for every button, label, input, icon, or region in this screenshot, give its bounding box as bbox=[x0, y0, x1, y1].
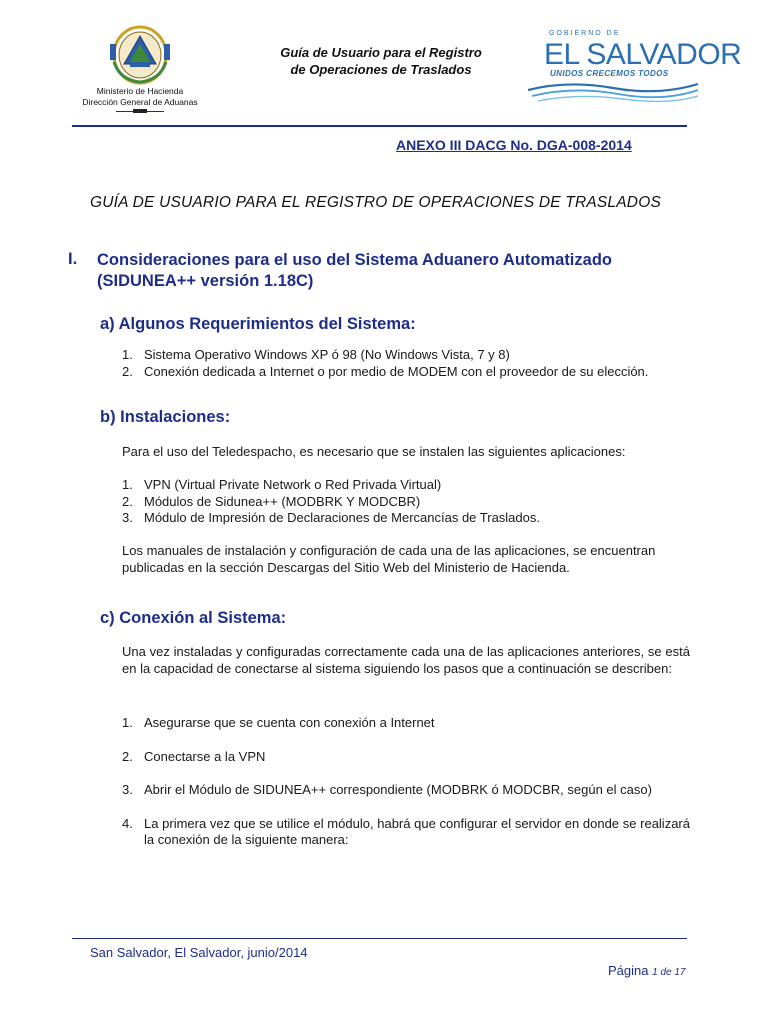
page-title: GUÍA DE USUARIO PARA EL REGISTRO DE OPERACIONES DE TRASLADOS bbox=[90, 194, 661, 211]
list-item-text: Conexión dedicada a Internet o por medio de MODEM con el proveedor de su elección. bbox=[144, 363, 649, 379]
list-item-number: 1. bbox=[122, 477, 133, 492]
list-item bbox=[122, 347, 702, 364]
list-item bbox=[122, 715, 690, 732]
list-item-number: 3. bbox=[122, 782, 133, 797]
subsection-title-connection: c) Conexión al Sistema: bbox=[100, 609, 287, 627]
installations-closing: Los manuales de instalación y configuración de cada una de las aplicaciones, se encuentran publicadas en la sección Descargas del Sitio Web del Ministerio de Hacienda. bbox=[122, 543, 656, 575]
list-item-number: 3. bbox=[122, 510, 133, 525]
coat-of-arms-seal-icon bbox=[100, 22, 180, 88]
ministry-name bbox=[60, 86, 220, 108]
list-item bbox=[122, 364, 702, 381]
list-item-number: 2. bbox=[122, 748, 133, 764]
requirements-list bbox=[122, 347, 702, 380]
list-item-text: Sistema Operativo Windows XP ó 98 (No Windows Vista, 7 y 8) bbox=[144, 347, 510, 362]
government-logo-slogan: UNIDOS CRECEMOS TODOS bbox=[550, 69, 669, 78]
list-item-number: 2. bbox=[122, 363, 133, 379]
government-logo-small-text: GOBIERNO DE bbox=[549, 30, 621, 37]
ministry-line-2: Dirección General de Aduanas bbox=[82, 97, 198, 107]
list-item-number: 4. bbox=[122, 815, 133, 831]
subsection-title-requirements: a) Algunos Requerimientos del Sistema: bbox=[100, 315, 416, 333]
connection-intro: Una vez instaladas y configuradas correctamente cada una de las aplicaciones anteriores, se está en la capacidad de conectarse al sistema siguiendo los pasos que a continuación se describen: bbox=[122, 644, 690, 676]
list-item bbox=[122, 749, 690, 766]
document-header-title bbox=[250, 44, 512, 78]
list-item-text: Módulos de Sidunea++ (MODBRK Y MODCBR) bbox=[144, 493, 421, 509]
connection-steps-list bbox=[122, 715, 690, 849]
installations-intro: Para el uso del Teledespacho, es necesario que se instalen las siguientes aplicaciones: bbox=[122, 444, 626, 459]
subsection-title-installations: b) Instalaciones: bbox=[100, 408, 231, 426]
list-item-text: VPN (Virtual Private Network o Red Privada Virtual) bbox=[144, 477, 442, 492]
footer-location-date: San Salvador, El Salvador, junio/2014 bbox=[90, 945, 308, 960]
installations-list bbox=[122, 477, 702, 527]
page-count: 1 de 17 bbox=[652, 967, 686, 978]
page-label: Página bbox=[608, 963, 649, 978]
list-item-text: Asegurarse que se cuenta con conexión a Internet bbox=[144, 715, 435, 730]
list-item-number: 2. bbox=[122, 493, 133, 509]
list-item bbox=[122, 782, 690, 799]
list-item bbox=[122, 494, 702, 511]
list-item bbox=[122, 477, 702, 494]
section-title: Consideraciones para el uso del Sistema Aduanero Automatizado (SIDUNEA++ versión 1.18C) bbox=[97, 251, 612, 290]
annex-reference: ANEXO III DACG No. DGA-008-2014 bbox=[396, 137, 632, 153]
document-header-title-line-1: Guía de Usuario para el Registro bbox=[280, 45, 482, 60]
section-number: I. bbox=[68, 250, 78, 268]
list-item-text: Módulo de Impresión de Declaraciones de Mercancías de Traslados. bbox=[144, 510, 540, 525]
list-item-text: Conectarse a la VPN bbox=[144, 748, 266, 764]
header-divider bbox=[72, 125, 687, 127]
list-item-text: La primera vez que se utilice el módulo, habrá que configurar el servidor en donde se realizará la conexión de la siguiente manera: bbox=[144, 815, 690, 847]
footer-divider bbox=[72, 938, 687, 939]
ministry-divider-mark bbox=[133, 109, 147, 113]
list-item-text: Abrir el Módulo de SIDUNEA++ correspondiente (MODBRK ó MODCBR, según el caso) bbox=[144, 782, 652, 797]
list-item-number: 1. bbox=[122, 715, 133, 730]
list-item bbox=[122, 816, 690, 849]
document-header-title-line-2: de Operaciones de Traslados bbox=[290, 62, 472, 77]
list-item-number: 1. bbox=[122, 347, 133, 362]
list-item bbox=[122, 510, 702, 527]
ministry-line-1: Ministerio de Hacienda bbox=[96, 86, 184, 96]
page-number bbox=[608, 963, 685, 978]
government-logo-text: EL SALVADOR bbox=[544, 38, 742, 71]
